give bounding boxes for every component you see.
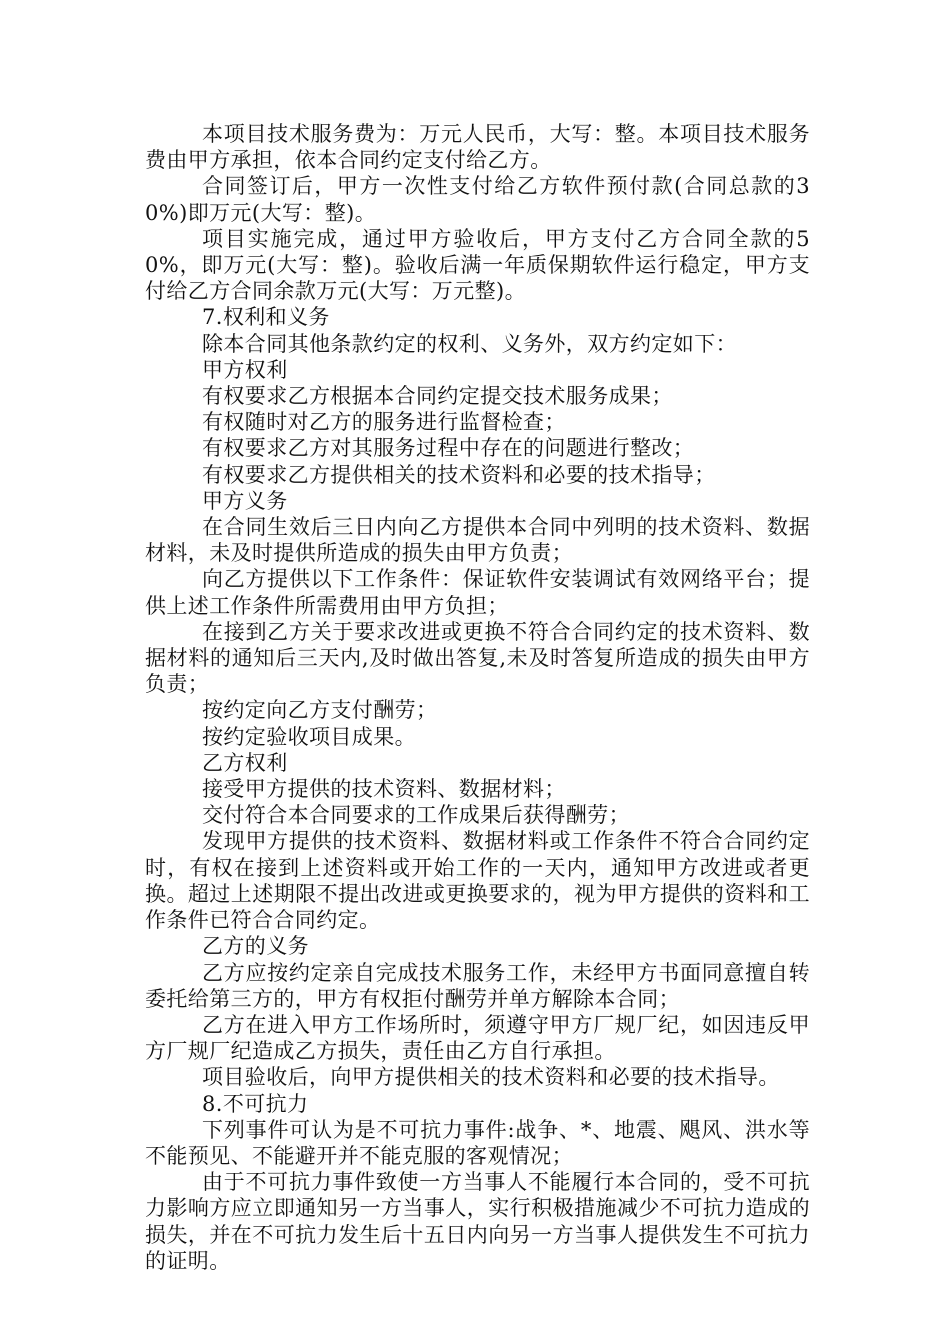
list-item: 交付符合本合同要求的工作成果后获得酬劳；: [202, 803, 630, 828]
section-heading-rights-obligations: 7.权利和义务: [202, 305, 330, 330]
list-item: 乙方在进入甲方工作场所时，须遵守甲方厂规厂纪，如因违反甲方厂规厂纪造成乙方损失，责任由乙方自行承担。: [145, 1012, 810, 1064]
list-item: 乙方应按约定亲自完成技术服务工作，未经甲方书面同意擅自转委托给第三方的，甲方有权拒付酬劳并单方解除本合同；: [145, 960, 810, 1011]
section-heading-force-majeure: 8.不可抗力: [202, 1091, 309, 1116]
paragraph-rights-intro: 除本合同其他条款约定的权利、义务外，双方约定如下：: [202, 331, 737, 356]
paragraph-prepayment: 合同签订后，甲方一次性支付给乙方软件预付款(合同总款的30%)即万元(大写：整)。: [145, 174, 810, 225]
list-item: 有权随时对乙方的服务进行监督检查；: [202, 410, 566, 435]
subheading-party-a-rights: 甲方权利: [202, 357, 288, 382]
list-item: 按约定向乙方支付酬劳；: [202, 698, 438, 723]
list-item: 项目验收后，向甲方提供相关的技术资料和必要的技术指导。: [202, 1065, 780, 1090]
document-body: [145, 121, 810, 1274]
list-item: 由于不可抗力事件致使一方当事人不能履行本合同的，受不可抗力影响方应立即通知另一方当事人，实行积极措施减少不可抗力造成的损失，并在不可抗力发生后十五日内向另一方当事人提供发生不可抗力的证明。: [145, 1170, 810, 1273]
list-item: 发现甲方提供的技术资料、数据材料或工作条件不符合合同约定时，有权在接到上述资料或开始工作的一天内，通知甲方改进或者更换。超过上述期限不提出改进或更换要求的，视为甲方提供的资料和工作条件已符合合同约定。: [145, 829, 810, 933]
list-item: 有权要求乙方提供相关的技术资料和必要的技术指导；: [202, 462, 716, 487]
list-item: 在合同生效后三日内向乙方提供本合同中列明的技术资料、数据材料，未及时提供所造成的损失由甲方负责；: [145, 515, 810, 566]
list-item: 在接到乙方关于要求改进或更换不符合合同约定的技术资料、数据材料的通知后三天内,及时做出答复,未及时答复所造成的损失由甲方负责；: [145, 619, 810, 697]
list-item: 有权要求乙方对其服务过程中存在的问题进行整改；: [202, 436, 695, 461]
subheading-party-b-rights: 乙方权利: [202, 750, 288, 775]
list-item: 下列事件可认为是不可抗力事件:战争、*、地震、飓风、洪水等不能预见、不能避开并不能克服的客观情况；: [145, 1117, 810, 1168]
paragraph-final-payment: 项目实施完成，通过甲方验收后，甲方支付乙方合同全款的50%，即万元(大写：整)。验收后满一年质保期软件运行稳定，甲方支付给乙方合同余款万元(大写：万元整)。: [145, 226, 810, 304]
subheading-party-b-obligations: 乙方的义务: [202, 934, 309, 959]
list-item: 有权要求乙方根据本合同约定提交技术服务成果；: [202, 384, 673, 409]
subheading-party-a-obligations: 甲方义务: [202, 488, 288, 513]
list-item: 按约定验收项目成果。: [202, 724, 416, 749]
list-item: 向乙方提供以下工作条件：保证软件安装调试有效网络平台；提供上述工作条件所需费用由甲方负担；: [145, 567, 810, 618]
list-item: 接受甲方提供的技术资料、数据材料；: [202, 777, 566, 802]
paragraph-fee: 本项目技术服务费为：万元人民币，大写：整。本项目技术服务费由甲方承担，依本合同约定支付给乙方。: [145, 122, 810, 173]
